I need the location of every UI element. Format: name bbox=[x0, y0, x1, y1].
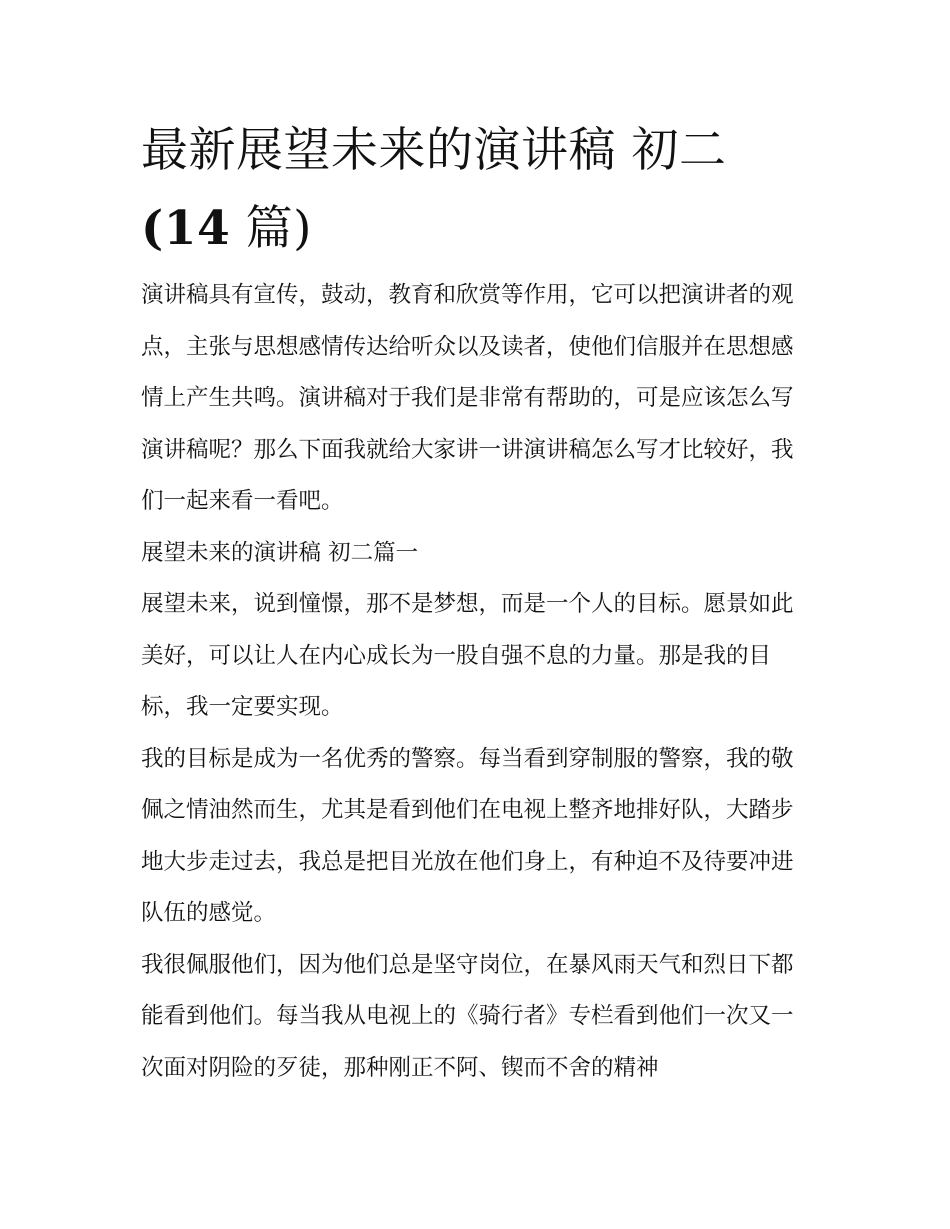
intro-paragraph: 演讲稿具有宣传，鼓动，教育和欣赏等作用，它可以把演讲者的观点，主张与思想感情传达给听众以及读者，使他们信服并在思想感情上产生共鸣。演讲稿对于我们是非常有帮助的，可是应该怎么写演讲稿呢？那么下面我就给大家讲一讲演讲稿怎么写才比较好，我们一起来看一看吧。 bbox=[141, 282, 794, 514]
body-paragraph-1: 展望未来，说到憧憬，那不是梦想，而是一个人的目标。愿景如此美好，可以让人在内心成长为一股自强不息的力量。那是我的目标，我一定要实现。 bbox=[141, 591, 794, 720]
title-suffix: 篇) bbox=[230, 201, 312, 256]
body-paragraph-3: 我很佩服他们，因为他们总是坚守岗位，在暴风雨天气和烈日下都能看到他们。每当我从电视上的《骑行者》专栏看到他们一次又一次面对阴险的歹徒，那种刚正不阿、锲而不舍的精神 bbox=[141, 951, 794, 1081]
section-heading: 展望未来的演讲稿 初二篇一 bbox=[141, 539, 419, 566]
body-paragraph-2: 我的目标是成为一名优秀的警察。每当看到穿制服的警察，我的敬佩之情油然而生，尤其是看到他们在电视上整齐地排好队，大踏步地大步走过去，我总是把目光放在他们身上，有种迫不及待要冲进队伍的感觉。 bbox=[141, 745, 794, 926]
title-line-1: 最新展望未来的演讲稿 初二 bbox=[141, 123, 727, 178]
document-title bbox=[141, 112, 813, 268]
title-count: (14 bbox=[141, 201, 231, 256]
document-content bbox=[141, 112, 813, 1094]
